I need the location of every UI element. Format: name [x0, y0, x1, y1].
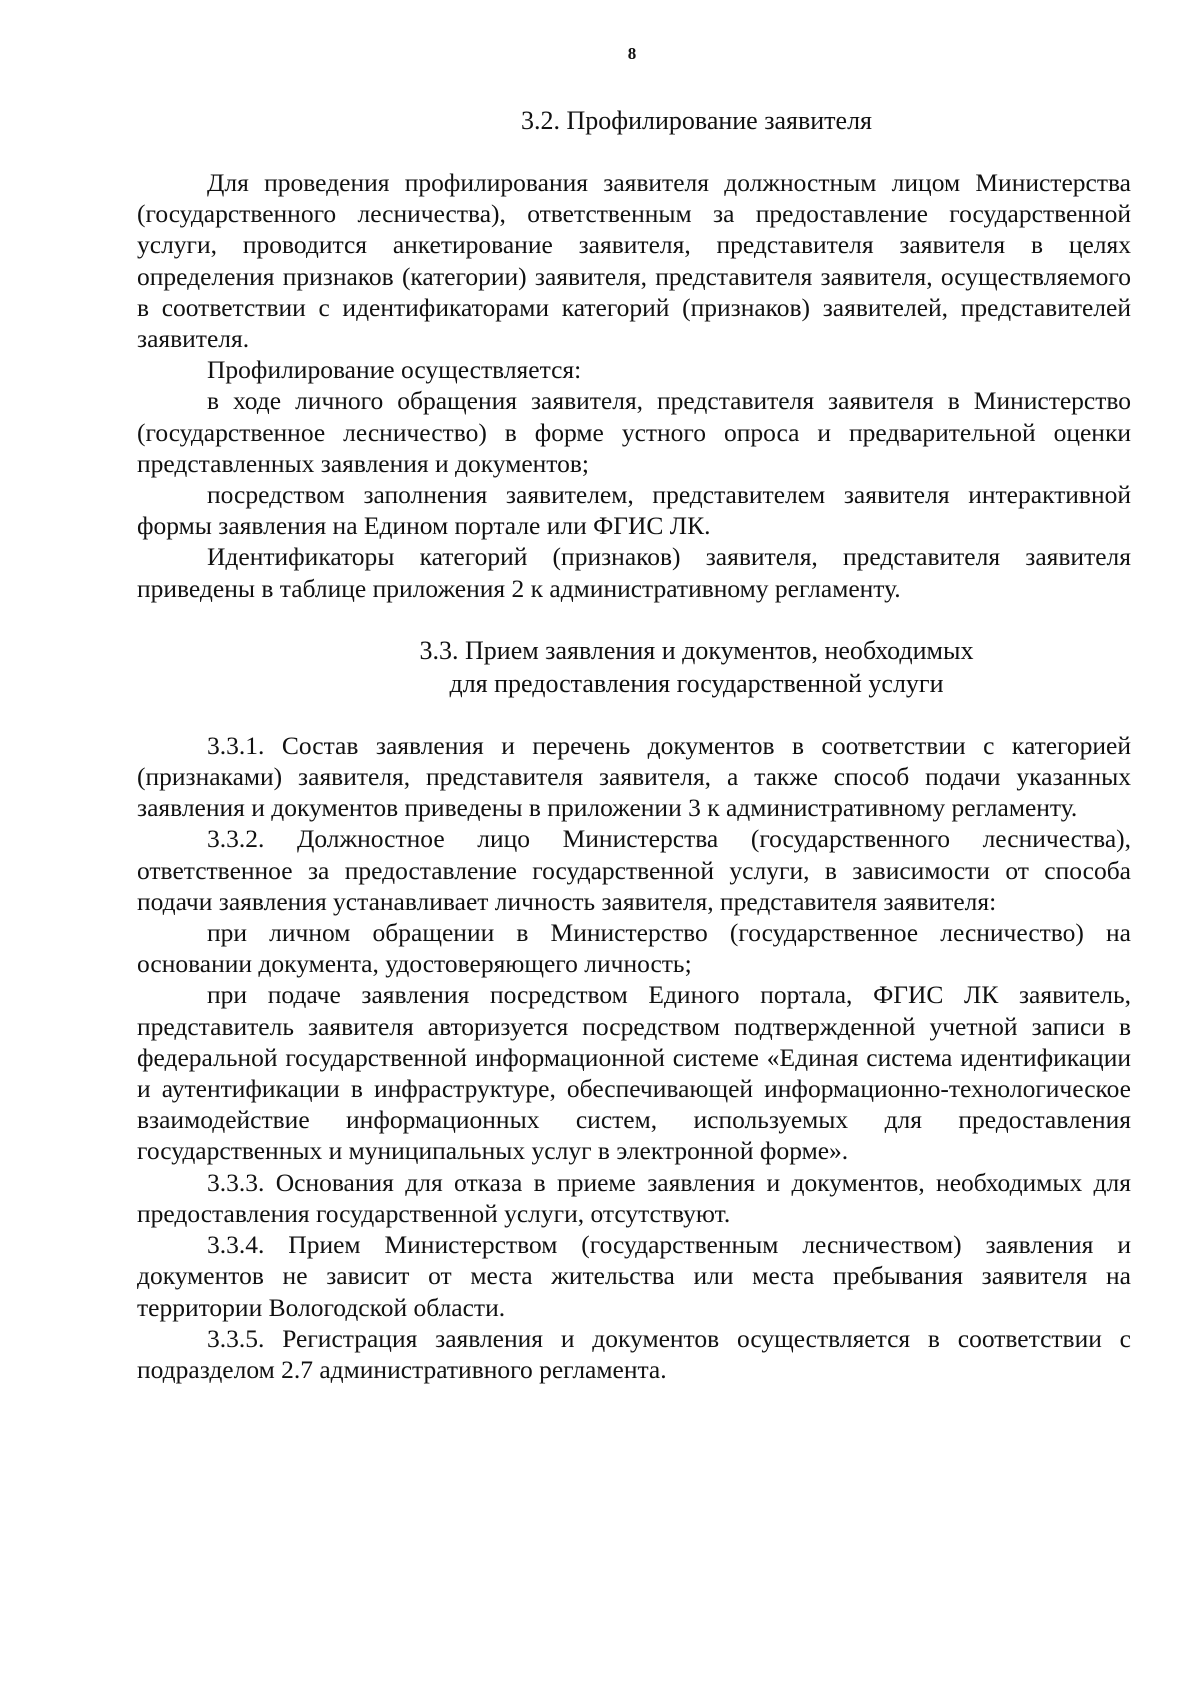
paragraph: при подаче заявления посредством Единого портала, ФГИС ЛК заявитель, представитель заявителя авторизуется посредством подтвержденной учетной записи в федеральной государственной информационной системе «Единая система идентификации и аутентификации в инфраструктуре, обеспечивающей информационно-технологическое взаимодействие информационных систем, используемых для предоставления государственных и муниципальных услуг в электронной форме». [137, 980, 1131, 1166]
paragraph: Для проведения профилирования заявителя должностным лицом Министерства (государственного лесничества), ответственным за предоставление государственной услуги, проводится анкетирование заявителя, представителя заявителя в целях определения признаков (категории) заявителя, представителя заявителя, осуществляемого в соответствии с идентификаторами категорий (признаков) заявителей, представителей заявителя. [137, 168, 1131, 354]
section-heading-3-3-line1: 3.3. Прием заявления и документов, необходимых [419, 635, 974, 665]
paragraph: Профилирование осуществляется: [207, 355, 582, 385]
paragraph: 3.3.5. Регистрация заявления и документов осуществляется в соответствии с подразделом 2.7 административного регламента. [137, 1323, 1131, 1384]
paragraph: 3.3.1. Состав заявления и перечень документов в соответствии с категорией (признаками) заявителя, представителя заявителя, а также способ подачи указанных заявления и документов приведены в приложении 3 к административному регламенту. [137, 730, 1131, 823]
page-number: 8 [627, 44, 637, 63]
section-heading-3-3-line2: для предоставления государственной услуги [449, 668, 944, 698]
paragraph: при личном обращении в Министерство (государственное лесничество) на основании документа, удостоверяющего личность; [137, 918, 1131, 979]
paragraph: Идентификаторы категорий (признаков) заявителя, представителя заявителя приведены в таблице приложения 2 к административному регламенту. [137, 542, 1131, 603]
section-3-2-body [137, 167, 1131, 604]
section-heading-3-2-text: 3.2. Профилирование заявителя [520, 106, 873, 135]
paragraph: в ходе личного обращения заявителя, представителя заявителя в Министерство (государственное лесничество) в форме устного опроса и предварительной оценки представленных заявления и документов; [137, 386, 1131, 478]
section-heading-3-2 [137, 104, 1131, 137]
section-heading-3-3 [137, 634, 1131, 700]
section-3-3-body [137, 730, 1131, 1385]
paragraph: 3.3.3. Основания для отказа в приеме заявления и документов, необходимых для предоставления государственной услуги, отсутствуют. [137, 1167, 1131, 1228]
document-body [137, 104, 1131, 1385]
paragraph: 3.3.2. Должностное лицо Министерства (государственного лесничества), ответственное за предоставление государственной услуги, в зависимости от способа подачи заявления устанавливает личность заявителя, представителя заявителя: [137, 824, 1131, 916]
paragraph: 3.3.4. Прием Министерством (государственным лесничеством) заявления и документов не зависит от места жительства или места пребывания заявителя на территории Вологодской области. [137, 1230, 1131, 1322]
paragraph: посредством заполнения заявителем, представителем заявителя интерактивной формы заявления на Едином портале или ФГИС ЛК. [137, 480, 1131, 541]
